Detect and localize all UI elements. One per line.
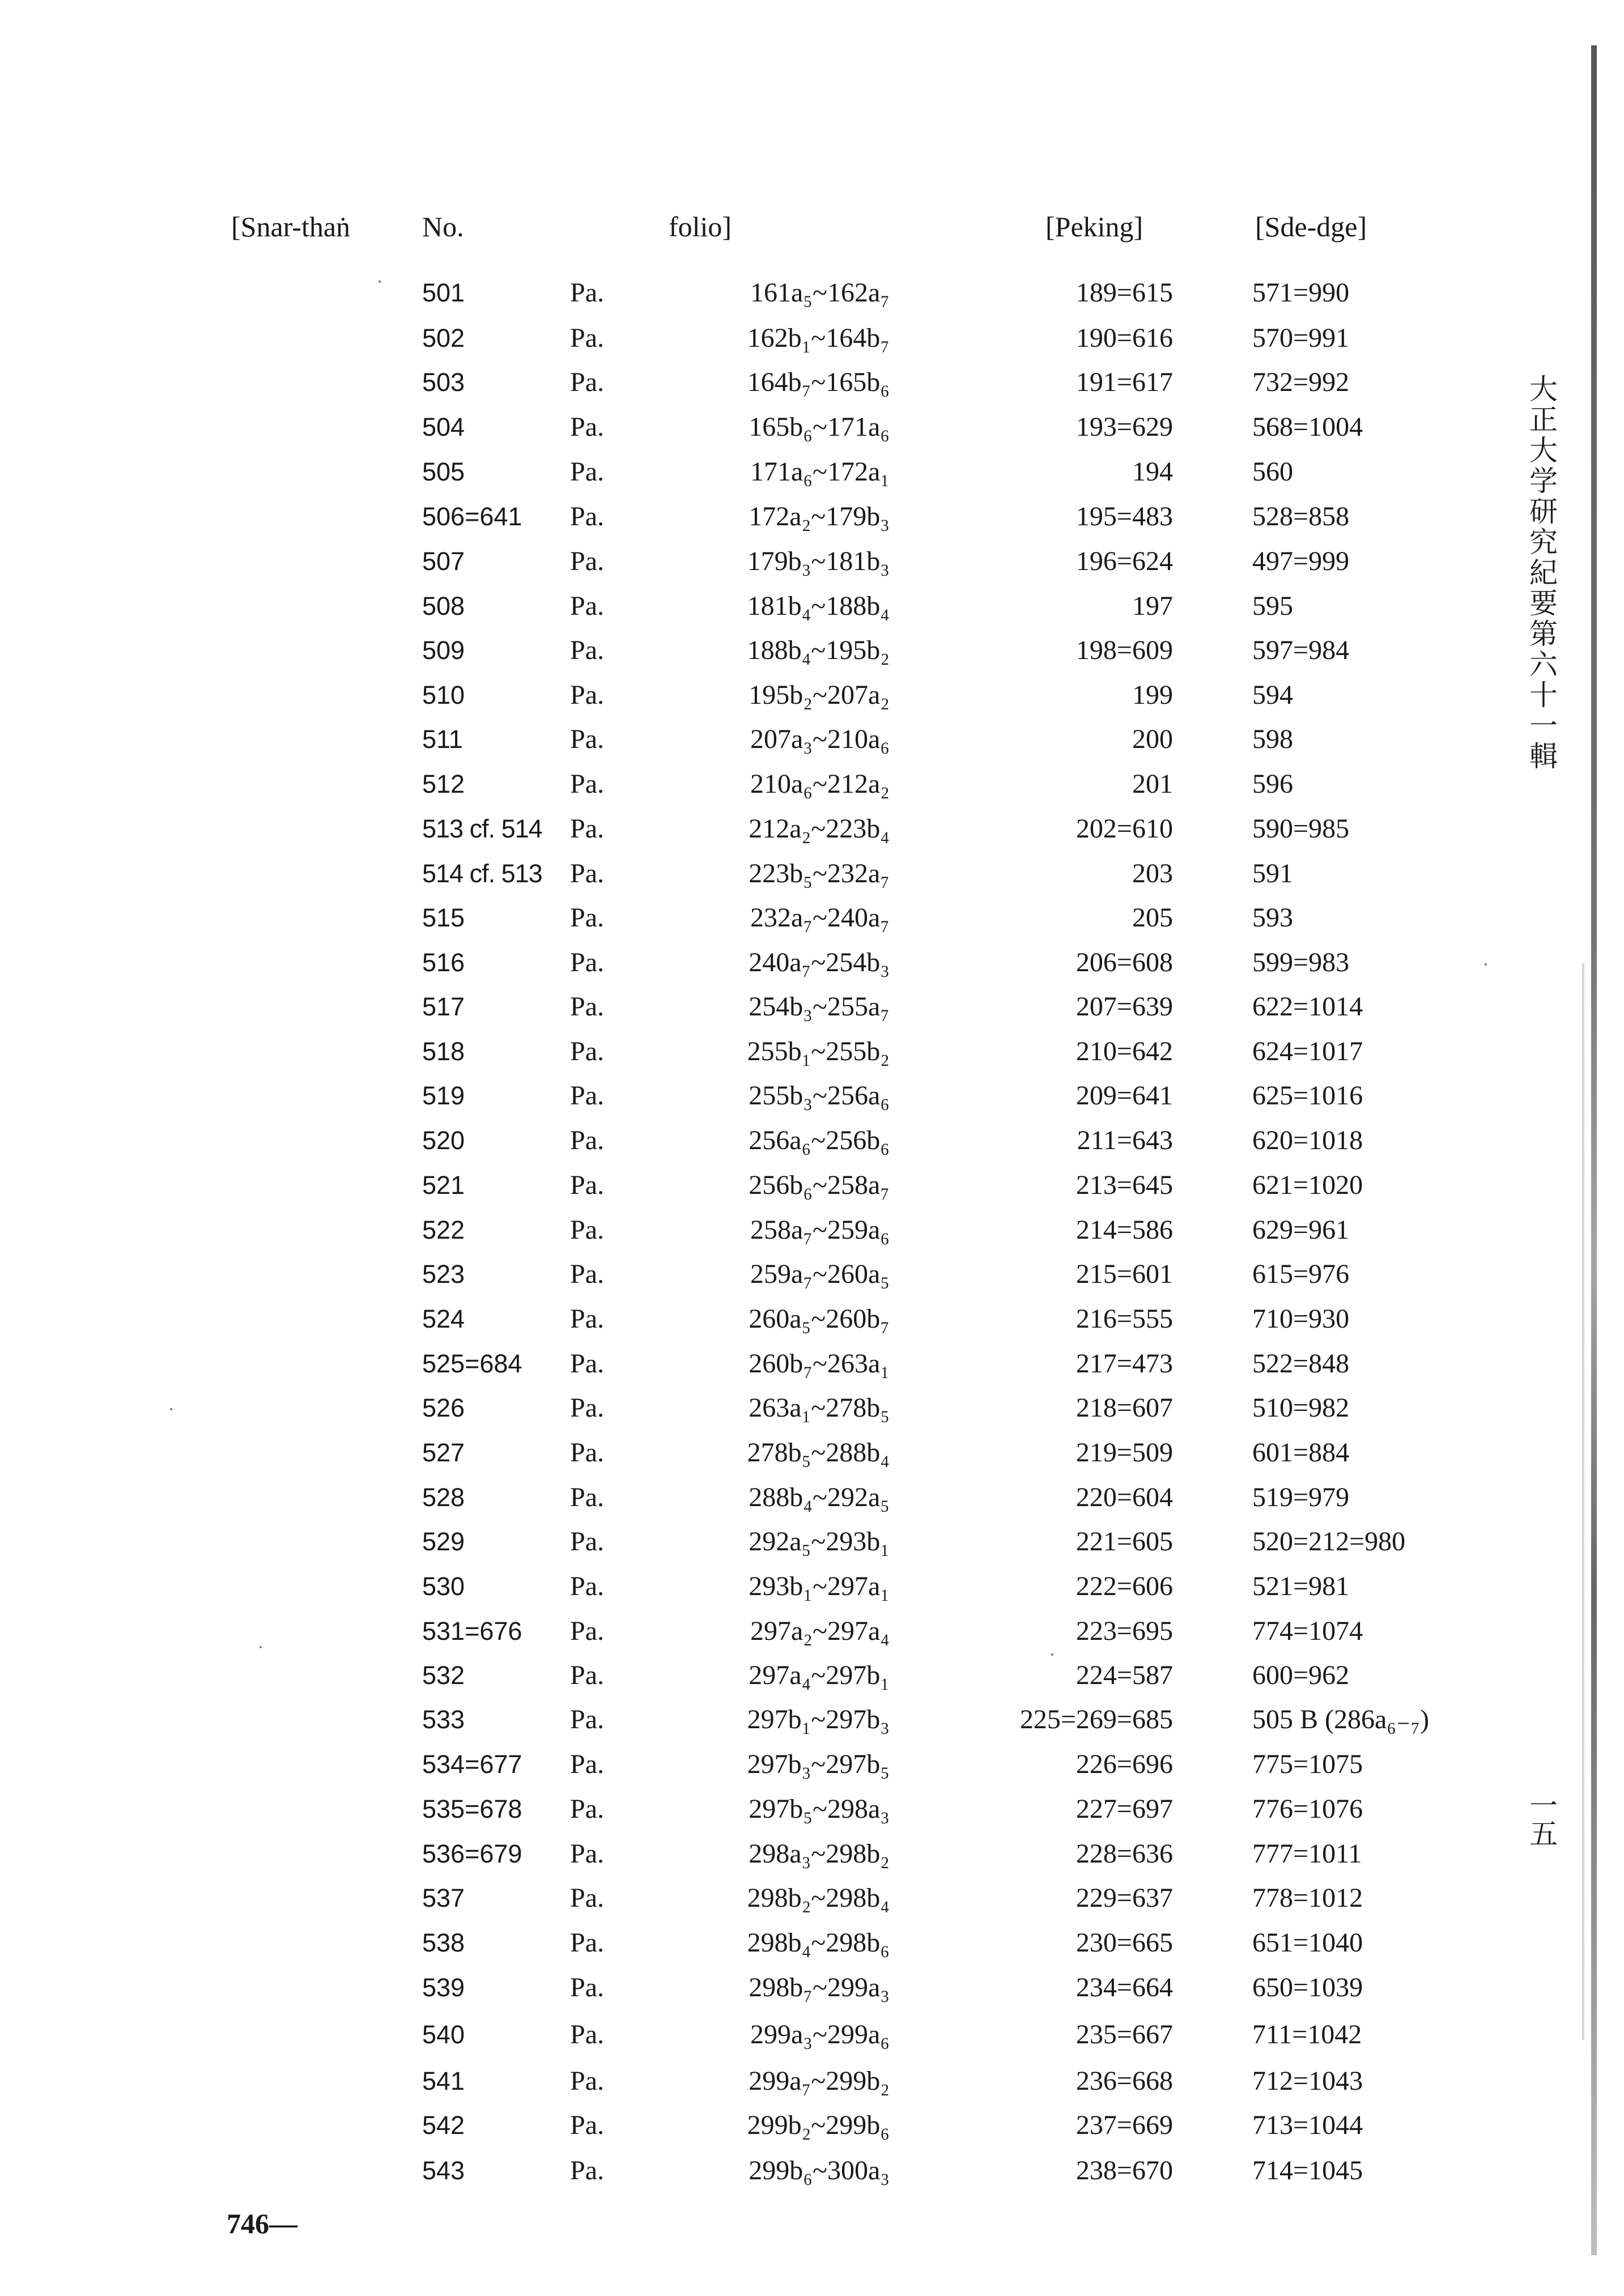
cell-no: 501 — [422, 278, 465, 307]
cell-folio: 161a₅~162a₇ — [750, 278, 890, 308]
cell-sde-dge: 595 — [1252, 591, 1293, 621]
table-row — [0, 1742, 1624, 1787]
cell-no: 513 cf. 514 — [422, 814, 542, 843]
cell-folio: 223b₅~232a₇ — [749, 858, 890, 888]
cell-pa: Pa. — [570, 2110, 604, 2140]
cell-sde-dge: 593 — [1252, 903, 1293, 933]
cell-folio: 299b₆~300a₃ — [749, 2155, 890, 2186]
cell-folio: 259a₇~260a₅ — [750, 1259, 890, 1289]
cell-no: 538 — [422, 1928, 465, 1957]
cell-no: 517 — [422, 992, 465, 1021]
cell-peking: 220=604 — [1075, 1482, 1173, 1512]
cell-pa: Pa. — [570, 992, 604, 1022]
cell-sde-dge: 570=991 — [1252, 323, 1350, 353]
cell-peking: 227=697 — [1075, 1794, 1173, 1824]
cell-pa: Pa. — [570, 1036, 604, 1066]
cell-peking: 211=643 — [1077, 1125, 1173, 1155]
cell-sde-dge: 774=1074 — [1252, 1616, 1363, 1646]
cell-folio: 255b₁~255b₂ — [747, 1036, 890, 1066]
cell-no: 506=641 — [422, 502, 522, 531]
cell-pa: Pa. — [570, 680, 604, 710]
scan-speck — [170, 1408, 172, 1410]
cell-folio: 288b₄~292a₅ — [749, 1482, 890, 1512]
cell-peking: 222=606 — [1075, 1571, 1173, 1601]
cell-no: 502 — [422, 324, 465, 352]
table-row — [0, 450, 1624, 494]
cell-folio: 260b₇~263a₁ — [749, 1349, 890, 1379]
cell-pa: Pa. — [570, 1883, 604, 1913]
cell-pa: Pa. — [570, 1304, 604, 1334]
cell-no: 526 — [422, 1393, 465, 1422]
table-row — [0, 673, 1624, 717]
table-row — [0, 762, 1624, 806]
cell-no: 505 — [422, 457, 465, 486]
cell-peking: 214=586 — [1075, 1215, 1173, 1245]
cell-folio: 240a₇~254b₃ — [749, 947, 890, 977]
table-row — [0, 1921, 1624, 1965]
cell-peking: 226=696 — [1075, 1749, 1173, 1779]
cell-sde-dge: 778=1012 — [1252, 1883, 1363, 1913]
cell-pa: Pa. — [570, 1616, 604, 1646]
cell-folio: 298a₃~298b₂ — [749, 1839, 890, 1869]
cell-sde-dge: 629=961 — [1252, 1215, 1350, 1245]
scan-speck — [1485, 963, 1487, 966]
cell-sde-dge: 591 — [1252, 858, 1293, 888]
cell-sde-dge: 713=1044 — [1252, 2110, 1363, 2140]
cell-sde-dge: 615=976 — [1252, 1259, 1350, 1289]
cell-no: 534=677 — [422, 1750, 522, 1779]
cell-no: 543 — [422, 2156, 465, 2185]
table-row — [0, 941, 1624, 985]
cell-pa: Pa. — [570, 724, 604, 754]
cell-peking: 205 — [1132, 903, 1173, 933]
cell-no: 537 — [422, 1883, 465, 1912]
cell-folio: 297b₁~297b₃ — [747, 1704, 890, 1734]
cell-peking: 206=608 — [1075, 947, 1173, 977]
scan-speck — [1051, 1653, 1053, 1656]
cell-pa: Pa. — [570, 1438, 604, 1468]
table-row — [0, 2059, 1624, 2103]
table-row — [0, 628, 1624, 673]
cell-pa: Pa. — [570, 1170, 604, 1200]
cell-folio: 171a₆~172a₁ — [750, 457, 890, 487]
cell-sde-dge: 597=984 — [1252, 635, 1350, 665]
table-row — [0, 2103, 1624, 2148]
cell-peking: 225=269=685 — [1019, 1704, 1173, 1734]
cell-no: 520 — [422, 1126, 465, 1155]
cell-pa: Pa. — [570, 814, 604, 844]
table-row — [0, 584, 1624, 628]
cell-peking: 236=668 — [1075, 2066, 1173, 2096]
cell-sde-dge: 600=962 — [1252, 1660, 1350, 1690]
cell-folio: 293b₁~297a₁ — [749, 1571, 890, 1601]
table-row — [0, 1476, 1624, 1520]
cell-no: 525=684 — [422, 1349, 522, 1378]
cell-sde-dge: 650=1039 — [1252, 1972, 1363, 2002]
cell-peking: 198=609 — [1075, 635, 1173, 665]
table-row — [0, 1609, 1624, 1653]
cell-peking: 215=601 — [1075, 1259, 1173, 1289]
cell-pa: Pa. — [570, 501, 604, 532]
kanji-page-number: 一五 — [1525, 1791, 1558, 1847]
cell-sde-dge: 598 — [1252, 724, 1293, 754]
table-row — [0, 896, 1624, 940]
cell-folio: 188b₄~195b₂ — [747, 635, 890, 665]
cell-pa: Pa. — [570, 1928, 604, 1958]
cell-peking: 237=669 — [1075, 2110, 1173, 2140]
cell-peking: 196=624 — [1075, 546, 1173, 576]
cell-sde-dge: 510=982 — [1252, 1393, 1350, 1423]
cell-no: 531=676 — [422, 1617, 522, 1646]
cell-pa: Pa. — [570, 2019, 604, 2050]
table-row — [0, 1564, 1624, 1609]
cell-peking: 224=587 — [1075, 1660, 1173, 1690]
cell-folio: 255b₃~256a₆ — [749, 1081, 890, 1111]
cell-sde-dge: 621=1020 — [1252, 1170, 1363, 1200]
table-row — [0, 1787, 1624, 1831]
table-row — [0, 2013, 1624, 2057]
cell-sde-dge: 775=1075 — [1252, 1749, 1363, 1779]
cell-peking: 228=636 — [1075, 1839, 1173, 1869]
cell-folio: 179b₃~181b₃ — [747, 546, 890, 576]
cell-folio: 298b₇~299a₃ — [749, 1972, 890, 2002]
cell-folio: 299a₇~299b₂ — [749, 2066, 890, 2096]
cell-pa: Pa. — [570, 2155, 604, 2186]
cell-peking: 219=509 — [1075, 1438, 1173, 1468]
cell-folio: 297a₂~297a₄ — [750, 1616, 890, 1646]
cell-no: 518 — [422, 1037, 465, 1066]
cell-pa: Pa. — [570, 635, 604, 665]
cell-peking: 223=695 — [1075, 1616, 1173, 1646]
cell-peking: 230=665 — [1075, 1928, 1173, 1958]
table-row — [0, 495, 1624, 539]
cell-no: 523 — [422, 1260, 465, 1289]
cell-sde-dge: 520=212=980 — [1252, 1527, 1406, 1557]
cell-peking: 216=555 — [1075, 1304, 1173, 1334]
cell-pa: Pa. — [570, 1527, 604, 1557]
table-row — [0, 1966, 1624, 2010]
cell-sde-dge: 590=985 — [1252, 814, 1350, 844]
cell-pa: Pa. — [570, 323, 604, 353]
table-row — [0, 1431, 1624, 1475]
cell-pa: Pa. — [570, 412, 604, 442]
cell-pa: Pa. — [570, 947, 604, 977]
cell-folio: 181b₄~188b₄ — [747, 591, 890, 621]
cell-no: 530 — [422, 1572, 465, 1601]
cell-sde-dge: 714=1045 — [1252, 2155, 1363, 2186]
cell-pa: Pa. — [570, 1081, 604, 1111]
cell-peking: 235=667 — [1075, 2019, 1173, 2050]
cell-peking: 207=639 — [1075, 992, 1173, 1022]
cell-pa: Pa. — [570, 1125, 604, 1155]
cell-sde-dge: 519=979 — [1252, 1482, 1350, 1512]
table-row — [0, 1698, 1624, 1742]
cell-sde-dge: 568=1004 — [1252, 412, 1363, 442]
cell-folio: 256b₆~258a₇ — [749, 1170, 890, 1200]
cell-no: 509 — [422, 636, 465, 665]
cell-folio: 212a₂~223b₄ — [749, 814, 890, 844]
cell-sde-dge: 505 B (286a₆₋₇) — [1252, 1704, 1430, 1734]
cell-sde-dge: 528=858 — [1252, 501, 1350, 532]
cell-no: 535=678 — [422, 1795, 522, 1823]
cell-peking: 218=607 — [1075, 1393, 1173, 1423]
cell-pa: Pa. — [570, 1349, 604, 1379]
cell-no: 539 — [422, 1973, 465, 2002]
cell-folio: 297b₅~298a₃ — [749, 1794, 890, 1824]
table-row — [0, 1208, 1624, 1252]
cell-no: 516 — [422, 948, 465, 977]
cell-peking: 221=605 — [1075, 1527, 1173, 1557]
cell-folio: 256a₆~256b₆ — [749, 1125, 890, 1155]
cell-peking: 200 — [1132, 724, 1173, 754]
cell-no: 541 — [422, 2067, 465, 2095]
table-row — [0, 985, 1624, 1029]
cell-no: 507 — [422, 547, 465, 576]
cell-pa: Pa. — [570, 1972, 604, 2002]
cell-pa: Pa. — [570, 858, 604, 888]
cell-peking: 197 — [1132, 591, 1173, 621]
cell-folio: 298b₄~298b₆ — [747, 1928, 890, 1958]
cell-folio: 278b₅~288b₄ — [747, 1438, 890, 1468]
cell-folio: 258a₇~259a₆ — [750, 1215, 890, 1245]
cell-no: 540 — [422, 2020, 465, 2049]
table-row — [0, 316, 1624, 360]
table-row — [0, 1832, 1624, 1876]
cell-folio: 207a₃~210a₆ — [750, 724, 890, 754]
cell-folio: 260a₅~260b₇ — [749, 1304, 890, 1334]
scan-speck — [379, 280, 381, 283]
table-row — [0, 852, 1624, 896]
cell-peking: 191=617 — [1075, 367, 1173, 397]
cell-sde-dge: 620=1018 — [1252, 1125, 1363, 1155]
cell-sde-dge: 777=1011 — [1252, 1839, 1362, 1869]
table-row — [0, 1297, 1624, 1341]
cell-peking: 217=473 — [1075, 1349, 1173, 1379]
table-row — [0, 1074, 1624, 1118]
cell-sde-dge: 594 — [1252, 680, 1293, 710]
cell-pa: Pa. — [570, 1482, 604, 1512]
cell-folio: 195b₂~207a₂ — [749, 680, 890, 710]
cell-no: 504 — [422, 413, 465, 441]
cell-no: 529 — [422, 1527, 465, 1556]
table-row — [0, 1030, 1624, 1074]
cell-pa: Pa. — [570, 1259, 604, 1289]
cell-sde-dge: 625=1016 — [1252, 1081, 1363, 1111]
cell-no: 512 — [422, 769, 465, 798]
cell-folio: 297b₃~297b₅ — [747, 1749, 890, 1779]
cell-sde-dge: 622=1014 — [1252, 992, 1363, 1022]
cell-peking: 203 — [1132, 858, 1173, 888]
cell-pa: Pa. — [570, 278, 604, 308]
table-row — [0, 1252, 1624, 1296]
cell-no: 524 — [422, 1304, 465, 1333]
cell-folio: 162b₁~164b₇ — [747, 323, 890, 353]
cell-pa: Pa. — [570, 1660, 604, 1690]
scan-speck — [260, 1646, 262, 1648]
table-row — [0, 539, 1624, 584]
cell-peking: 210=642 — [1075, 1036, 1173, 1066]
table-row — [0, 2149, 1624, 2193]
cell-no: 508 — [422, 592, 465, 620]
header-no: No. — [422, 211, 464, 243]
cell-sde-dge: 651=1040 — [1252, 1928, 1363, 1958]
cell-no: 533 — [422, 1705, 465, 1734]
table-row — [0, 1876, 1624, 1920]
cell-peking: 189=615 — [1075, 278, 1173, 308]
cell-peking: 229=637 — [1075, 1883, 1173, 1913]
cell-pa: Pa. — [570, 457, 604, 487]
cell-no: 522 — [422, 1215, 465, 1244]
cell-sde-dge: 711=1042 — [1252, 2019, 1362, 2050]
cell-folio: 164b₇~165b₆ — [747, 367, 890, 397]
cell-sde-dge: 497=999 — [1252, 546, 1350, 576]
cell-no: 511 — [422, 725, 463, 754]
table-row — [0, 1520, 1624, 1564]
header-peking: [Peking] — [1045, 211, 1143, 243]
cell-pa: Pa. — [570, 591, 604, 621]
header-folio: folio] — [669, 211, 732, 243]
cell-pa: Pa. — [570, 1393, 604, 1423]
cell-sde-dge: 571=990 — [1252, 278, 1350, 308]
table-row — [0, 1386, 1624, 1430]
cell-pa: Pa. — [570, 546, 604, 576]
cell-peking: 194 — [1132, 457, 1173, 487]
cell-peking: 195=483 — [1075, 501, 1173, 532]
cell-folio: 297a₄~297b₁ — [749, 1660, 890, 1690]
table-row — [0, 1119, 1624, 1163]
table-row — [0, 717, 1624, 762]
cell-pa: Pa. — [570, 1794, 604, 1824]
cell-pa: Pa. — [570, 1839, 604, 1869]
cell-sde-dge: 599=983 — [1252, 947, 1350, 977]
cell-folio: 232a₇~240a₇ — [750, 903, 890, 933]
cell-no: 503 — [422, 368, 465, 397]
page-number: 746— — [227, 2208, 297, 2239]
header-sde-dge: [Sde-dge] — [1255, 211, 1367, 243]
cell-sde-dge: 776=1076 — [1252, 1794, 1363, 1824]
cell-no: 519 — [422, 1081, 465, 1110]
cell-pa: Pa. — [570, 903, 604, 933]
cell-sde-dge: 710=930 — [1252, 1304, 1350, 1334]
cell-folio: 210a₆~212a₂ — [750, 769, 890, 799]
cell-folio: 292a₅~293b₁ — [749, 1527, 890, 1557]
journal-title: 大正大学研究紀要第六十一輯 — [1525, 374, 1558, 772]
table-row — [0, 1163, 1624, 1207]
cell-sde-dge: 521=981 — [1252, 1571, 1350, 1601]
cell-sde-dge: 522=848 — [1252, 1349, 1350, 1379]
cell-peking: 213=645 — [1075, 1170, 1173, 1200]
cell-pa: Pa. — [570, 769, 604, 799]
cell-no: 527 — [422, 1438, 465, 1467]
cell-sde-dge: 712=1043 — [1252, 2066, 1363, 2096]
cell-peking: 190=616 — [1075, 323, 1173, 353]
table-row — [0, 360, 1624, 405]
cell-peking: 234=664 — [1075, 1972, 1173, 2002]
cell-no: 542 — [422, 2111, 465, 2140]
cell-pa: Pa. — [570, 1749, 604, 1779]
cell-no: 521 — [422, 1171, 465, 1200]
cell-folio: 172a₂~179b₃ — [749, 501, 890, 532]
table-row — [0, 271, 1624, 315]
cell-peking: 238=670 — [1075, 2155, 1173, 2186]
cell-no: 528 — [422, 1483, 465, 1512]
table-row — [0, 1342, 1624, 1386]
cell-no: 536=679 — [422, 1839, 522, 1868]
cell-peking: 202=610 — [1075, 814, 1173, 844]
cell-sde-dge: 560 — [1252, 457, 1293, 487]
cell-sde-dge: 601=884 — [1252, 1438, 1350, 1468]
cell-pa: Pa. — [570, 1571, 604, 1601]
cell-peking: 199 — [1132, 680, 1173, 710]
cell-sde-dge: 624=1017 — [1252, 1036, 1363, 1066]
cell-folio: 299a₃~299a₆ — [750, 2019, 890, 2050]
cell-pa: Pa. — [570, 367, 604, 397]
cell-no: 515 — [422, 903, 465, 932]
cell-sde-dge: 732=992 — [1252, 367, 1350, 397]
cell-folio: 254b₃~255a₇ — [749, 992, 890, 1022]
cell-folio: 298b₂~298b₄ — [747, 1883, 890, 1913]
table-row — [0, 807, 1624, 851]
cell-peking: 193=629 — [1075, 412, 1173, 442]
table-row — [0, 1653, 1624, 1698]
cell-folio: 165b₆~171a₆ — [749, 412, 890, 442]
cell-no: 532 — [422, 1661, 465, 1690]
cell-peking: 209=641 — [1075, 1081, 1173, 1111]
table-row — [0, 405, 1624, 449]
cell-sde-dge: 596 — [1252, 769, 1293, 799]
header-snar-than: [Snar-thaṅ — [231, 211, 351, 243]
cell-no: 510 — [422, 681, 465, 709]
cell-folio: 263a₁~278b₅ — [749, 1393, 890, 1423]
cell-pa: Pa. — [570, 1704, 604, 1734]
cell-peking: 201 — [1132, 769, 1173, 799]
cell-no: 514 cf. 513 — [422, 859, 542, 888]
cell-pa: Pa. — [570, 2066, 604, 2096]
cell-pa: Pa. — [570, 1215, 604, 1245]
cell-folio: 299b₂~299b₆ — [747, 2110, 890, 2140]
